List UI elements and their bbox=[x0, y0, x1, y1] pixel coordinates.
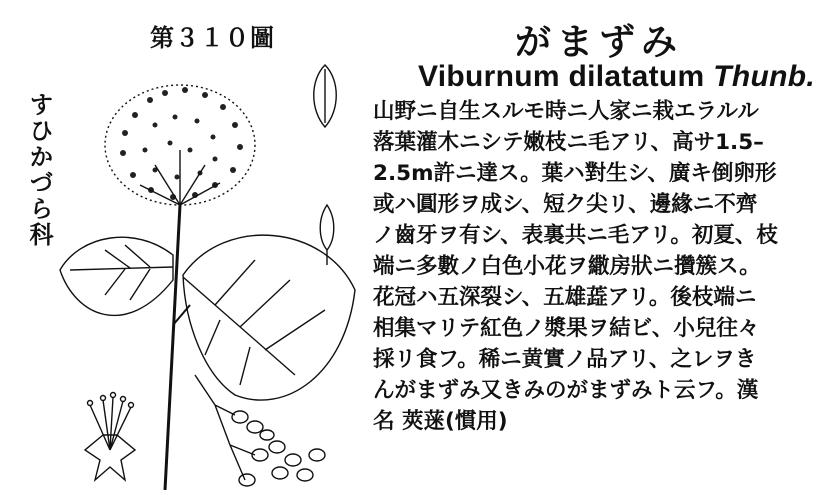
bud-icon bbox=[320, 205, 334, 265]
description-line: 端ニ多數ノ白色小花ヲ繖房狀ニ攢簇ス。 bbox=[373, 254, 761, 279]
description-line: 山野ニ自生スルモ時ニ人家ニ栽エラルル bbox=[373, 99, 759, 124]
author: Thunb. bbox=[713, 60, 815, 93]
description-line: 採リ食フ。稀ニ黄實ノ品アリ、之レヲき bbox=[373, 347, 757, 372]
description-line: 2.5m許ニ達ス。葉ハ對生シ、廣キ倒卵形 bbox=[373, 161, 777, 186]
japanese-name: がまずみ bbox=[515, 22, 684, 63]
berry-cluster-icon bbox=[195, 375, 325, 486]
description-line: ノ齒牙ヲ有シ、表裏共ニ毛アリ。初夏、枝 bbox=[373, 223, 778, 248]
family-label: すひかづら科 bbox=[25, 92, 54, 248]
description-line: 花冠ハ五深裂シ、五雄蕋アリ。後枝端ニ bbox=[373, 285, 757, 310]
fruit-icon bbox=[314, 65, 337, 127]
figure-number: 第３１０圖 bbox=[150, 23, 275, 52]
flower-icon bbox=[85, 393, 135, 481]
flower-cluster-icon bbox=[105, 85, 255, 205]
description-text bbox=[373, 96, 825, 437]
genus-species: Viburnum dilatatum bbox=[418, 60, 705, 93]
description-line: んがまずみ又きみのがまずみト云フ。漢 bbox=[373, 378, 759, 403]
scientific-name bbox=[418, 60, 815, 94]
leaf-icon bbox=[183, 235, 355, 400]
leaf-icon bbox=[60, 237, 173, 315]
description-line: 落葉灌木ニシテ嫩枝ニ毛アリ、高サ1.5– bbox=[373, 130, 764, 155]
plant-illustration bbox=[55, 55, 365, 490]
description-line: 相集マリテ紅色ノ漿果ヲ結ビ、小兒往々 bbox=[373, 316, 760, 341]
description-line: 或ハ圓形ヲ成シ、短ク尖リ、邊緣ニ不齊 bbox=[373, 192, 758, 217]
description-line: 名 莢蒾(慣用) bbox=[373, 409, 508, 434]
